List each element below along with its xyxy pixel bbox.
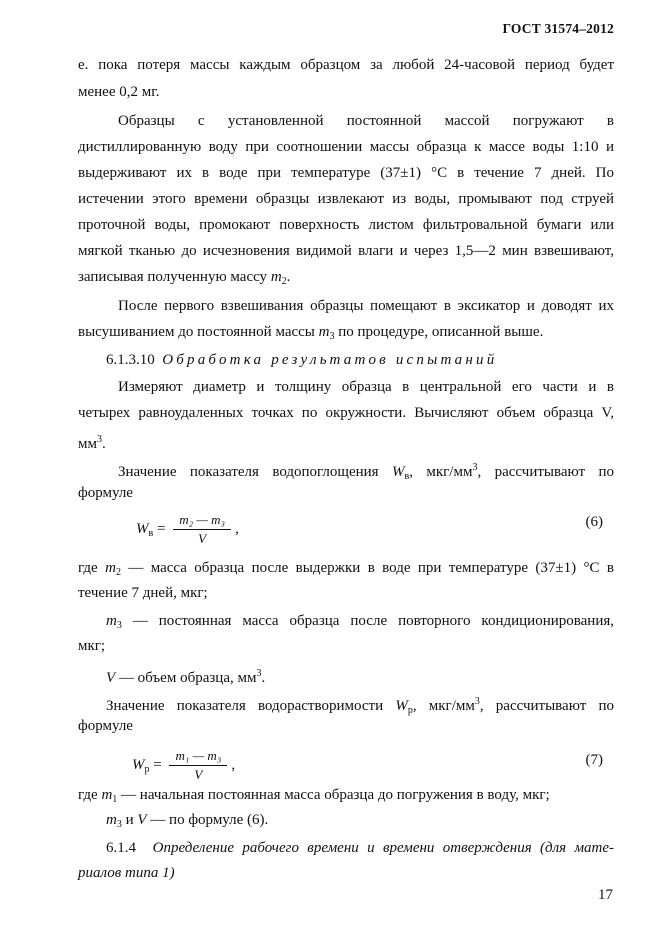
text-fragment: , мкг/мм [412,698,475,714]
formula-fraction [173,512,231,547]
standard-header: ГОСТ 31574–2012 [502,21,614,36]
formula-equals: = [156,520,166,537]
text-line [118,458,614,486]
math-subscript: 3 [116,620,122,631]
text-fragment: , рассчитывают по [477,464,615,480]
text-fragment: и [121,812,138,828]
formula-6 [136,512,239,547]
fraction-denominator: V [198,531,207,546]
subsection-heading [106,839,614,858]
math-subscript: р [407,705,413,716]
formula-7 [132,748,235,783]
text-fragment: где [78,787,102,803]
text-fragment: — постоянная масса образца после повторного кондиционирования, [121,613,614,629]
text-fragment: . [261,670,266,686]
math-variable: V [137,812,147,828]
subsection-number: 6.1.4 [106,840,136,856]
text-fragment: — объем образца, мм [115,670,257,686]
subsection-title-continued: риалов типа 1) [78,865,175,881]
text-fragment: . [286,269,291,285]
text-fragment: . [101,436,106,452]
math-variable: m [106,613,117,629]
text-line [78,323,614,346]
formula-lhs-subscript: р [144,763,150,775]
math-superscript: 3 [96,434,102,445]
text-fragment: где [78,560,106,576]
math-variable: m [101,787,113,803]
math-subscript: 3 [329,331,335,342]
text-fragment: Значение показателя водопоглощения [118,464,392,480]
text-line [106,692,614,720]
math-variable: m [106,812,117,828]
text-line: Образцы с установленной постоянной массой погружают в [118,113,614,129]
formula-lhs-subscript: в [148,527,154,539]
text-fragment: — масса образца после выдержки в воде при температуре (37±1) °С в [120,560,614,576]
text-fragment: записывая полученную массу [78,269,271,285]
math-subscript: 3 [116,819,122,830]
text-line: мкг; [78,638,106,654]
text-line: формуле [78,718,133,734]
section-title: Обработка результатов испытаний [162,352,498,368]
page-number: 17 [598,887,613,903]
math-subscript: в [404,471,410,482]
text-fragment: — по формуле (6). [146,812,269,828]
text-line: дистиллированную воду при соотношении массы образца к массе воды 1:10 и [78,139,614,155]
math-superscript: 3 [472,462,478,473]
formula-fraction [169,748,227,783]
math-variable: m [318,324,330,340]
math-subscript: 2 [115,567,121,578]
text-fragment: мм [78,436,97,452]
text-fragment: , рассчитывают по [479,698,614,714]
equation-number: (7) [585,752,603,768]
formula-lhs: W [136,520,149,537]
formula-equals: = [153,756,162,773]
math-variable: V [106,670,116,686]
text-line: проточной воды, промокают поверхность листом фильтровальной бумаги или [78,217,614,233]
text-fragment: Значение показателя водорастворимости [106,698,396,714]
text-line [78,430,614,454]
fraction-numerator: m₂ — m₃ [173,512,231,530]
formula-comma: , [231,756,236,773]
text-line: истечении этого времени образцы извлекают из воды, промывают под струей [78,191,614,207]
fraction-denominator: V [194,767,203,782]
text-line: выдерживают их в воде при температуре (37±1) °С в течение 7 дней. По [78,165,614,181]
text-fragment: высушиванием до постоянной массы [78,324,319,340]
math-superscript: 3 [256,668,262,679]
math-subscript: 1 [112,794,118,805]
text-line: После первого взвешивания образцы помещают в эксикатор и доводят их [118,298,614,314]
formula-comma: , [235,520,239,537]
text-fragment: по процедуре, описанной выше. [334,324,544,340]
text-line: формуле [78,485,133,501]
text-line [78,559,614,582]
math-variable: m [105,560,116,576]
subsection-title: Определение рабочего времени и времени отверждения (для мате- [152,840,614,856]
fraction-numerator: m₁ — m₃ [169,748,227,766]
text-line [78,268,614,291]
text-line: Измеряют диаметр и толщину образца в центральной его части и в [118,379,614,395]
math-superscript: 3 [474,696,480,707]
text-fragment: — начальная постоянная масса образца до погружения в воду, мкг; [117,787,550,803]
text-line: течение 7 дней, мкг; [78,585,208,601]
math-variable: W [391,464,405,480]
text-line [106,612,614,635]
text-fragment: , мкг/мм [409,464,473,480]
math-variable: W [395,698,408,714]
section-number: 6.1.3.10 [106,352,155,368]
text-line: е. пока потеря массы каждым образцом за любой 24-часовой период будет [78,57,614,73]
equation-number: (6) [585,514,603,530]
section-heading [106,351,614,370]
text-line: четырех равноудаленных точках по окружности. Вычисляют объем образца V, [78,405,614,421]
text-line: мягкой тканью до исчезновения видимой влаги и через 1,5—2 мин взвешивают, [78,243,614,259]
formula-lhs: W [132,756,145,773]
text-line [106,664,614,688]
math-subscript: 2 [281,276,287,287]
text-line: менее 0,2 мг. [78,84,160,100]
text-line [78,786,614,809]
math-variable: m [270,269,282,285]
text-line [106,811,614,834]
